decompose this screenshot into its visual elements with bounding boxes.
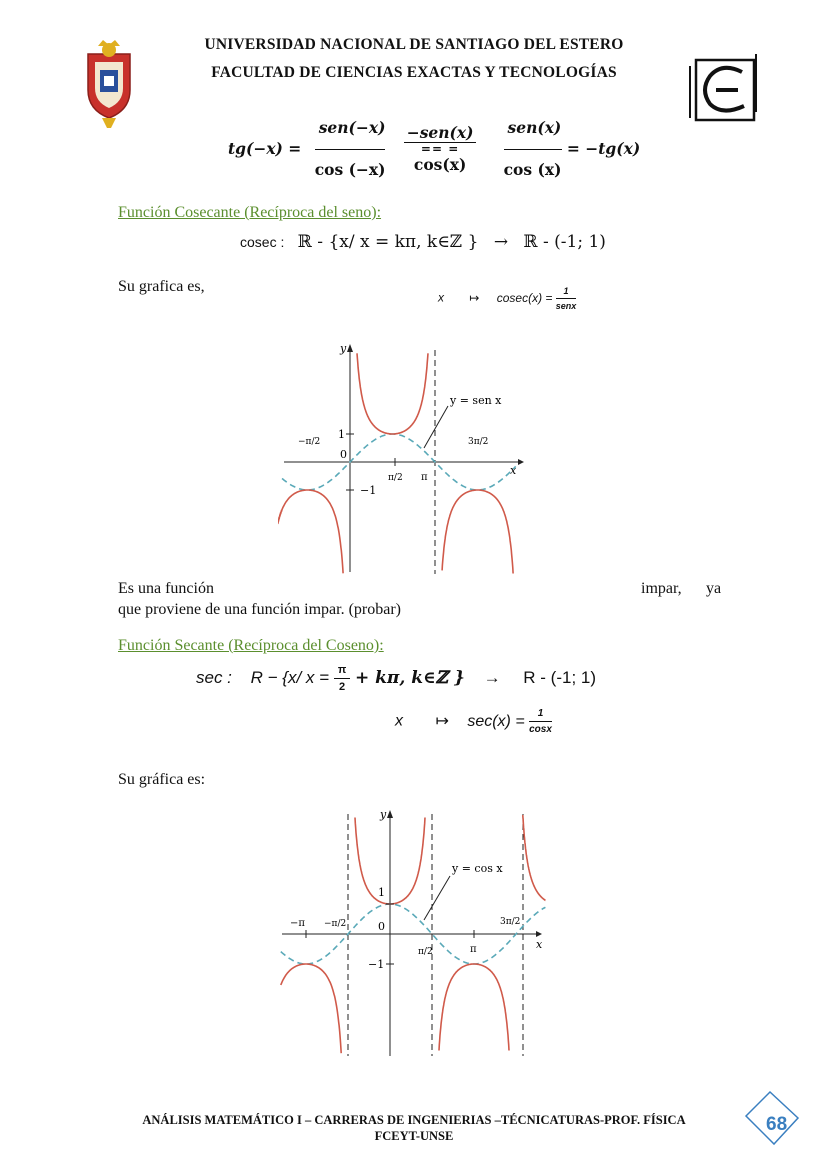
header-university: UNIVERSIDAD NACIONAL DE SANTIAGO DEL ESTERO (204, 36, 624, 53)
cosecant-heading: Función Cosecante (Recíproca del seno): (118, 204, 382, 221)
secant-graph (278, 804, 548, 1060)
cosecant-branch-2 (282, 490, 343, 573)
secant-plot (278, 804, 548, 1060)
tangent-rhs: = −tg(x) (566, 139, 641, 158)
cosecant-text-b: impar, (641, 580, 682, 597)
footer-course: ANÁLISIS MATEMÁTICO I – CARRERAS DE INGENIERIAS –TÉCNICATURAS-PROF. FÍSICA (142, 1113, 686, 1127)
tick-label-neg-pi-2: −π/2 (324, 919, 347, 929)
y-axis-label: y (340, 342, 347, 355)
tangent-fraction-1: $\frac{\text{sen(−x)}}{\cos (-x)}$ (314, 118, 386, 179)
tangent-fraction-3: $\frac{\text{sen(x)}}{\cos (x)}$ (503, 118, 562, 179)
cosecant-branch-4 (278, 510, 282, 524)
cosecant-domain: cosec : ℝ - {x/ x = kπ, k∈ℤ } → ℝ - (-1; 1) (240, 232, 606, 252)
label-zero: 0 (340, 448, 347, 461)
cosecant-mapping: x ↦ cosec(x) = $\frac{1}{\text{senx}}$ (438, 286, 577, 311)
cosecant-branch-3 (442, 490, 513, 574)
label-zero: 0 (378, 920, 385, 933)
callout-line (424, 406, 448, 448)
tick-label-neg-pi-2: −π/2 (298, 437, 321, 447)
label-minus-one: −1 (360, 484, 377, 497)
x-axis-label: x (510, 464, 517, 477)
label-one: 1 (338, 428, 345, 441)
tick-label-pi-2: π/2 (388, 473, 403, 483)
cosecant-text-c: ya (706, 580, 722, 597)
secant-branch-3 (281, 964, 341, 1053)
secant-mapping: x ↦ sec(x) = $\frac{1}{\cos x}$ (395, 708, 552, 735)
curve-label: y = cos x (452, 862, 503, 875)
page-number: 68 (766, 1114, 788, 1135)
y-axis-arrow (347, 344, 353, 352)
label-minus-one: −1 (368, 958, 385, 971)
curve-label: y = sen x (450, 394, 502, 407)
y-axis-label: y (380, 808, 387, 821)
cosecant-branch-1 (357, 353, 428, 434)
cosecant-graph (278, 340, 528, 576)
secant-graph-intro: Su gráfica es: (118, 771, 206, 788)
secant-branch-2 (439, 964, 509, 1051)
faculty-logo (686, 52, 762, 124)
y-axis-arrow (387, 810, 393, 818)
tangent-fraction-2: −sen(x) == = cos(x) (404, 123, 476, 174)
tick-label-pi: π (470, 944, 477, 955)
cosecant-graph-intro: Su grafica es, (118, 278, 205, 295)
header-faculty: FACULTAD DE CIENCIAS EXACTAS Y TECNOLOGÍAS (211, 64, 617, 81)
cosecant-text-a: Es una función (118, 580, 214, 597)
tick-label-pi: π (421, 472, 428, 483)
label-one: 1 (378, 886, 385, 899)
secant-heading: Función Secante (Recíproca del Coseno): (118, 637, 384, 654)
secant-domain: sec : R − {x/ x = $\frac{\pi}{2}$ + kπ, k∈ℤ } → R - (-1; 1) (196, 664, 597, 693)
cosecant-plot (278, 340, 528, 576)
x-axis-arrow (518, 459, 524, 465)
tick-label-3pi-2: 3π/2 (500, 917, 521, 927)
secant-branch-4 (523, 815, 546, 900)
tangent-lhs: tg(−x) = (228, 139, 302, 158)
tick-label-pi-2: π/2 (418, 947, 433, 957)
page-number-badge (740, 1088, 802, 1148)
x-axis-label: x (536, 938, 543, 951)
tangent-formula (228, 118, 640, 179)
tick-label-3pi-2: 3π/2 (468, 437, 489, 447)
tick-label-neg-pi: −π (290, 918, 305, 929)
footer-institution: FCEYT-UNSE (374, 1129, 454, 1143)
faculty-logo-icon (686, 52, 762, 124)
cosecant-text-d: que proviene de una función impar. (probar) (118, 601, 402, 618)
callout-line (424, 876, 450, 920)
x-axis-arrow (536, 931, 542, 937)
